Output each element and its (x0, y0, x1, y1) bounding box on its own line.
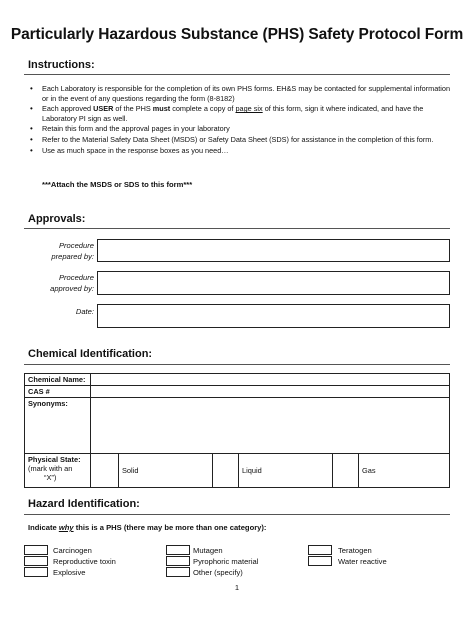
chemical-name-field[interactable] (91, 374, 450, 386)
hazard-col1-labels (53, 545, 116, 578)
prepared-by-label-line1: Procedure (58, 241, 94, 250)
water-reactive-checkbox[interactable] (308, 556, 332, 566)
other-specify-checkbox[interactable] (166, 567, 190, 577)
instruction-page-six: page six (235, 104, 263, 114)
prepared-by-label (30, 240, 94, 262)
solid-checkbox[interactable] (91, 454, 119, 488)
instruction-user-emphasis: USER (93, 104, 114, 114)
liquid-checkbox[interactable] (213, 454, 239, 488)
carcinogen-label: Carcinogen (53, 546, 92, 555)
instructions-rule (24, 74, 450, 75)
hazard-col3-labels (338, 545, 387, 567)
date-label: Date: (75, 307, 94, 316)
approved-by-label (30, 272, 94, 294)
physical-state-label (25, 454, 91, 488)
explosive-label: Explosive (53, 568, 86, 577)
instruction-text: Retain this form and the approval pages in your laboratory (42, 124, 230, 134)
approved-by-label-line2: approved by: (50, 284, 94, 293)
chemical-name-label: Chemical Name: (25, 374, 91, 386)
gas-checkbox[interactable] (333, 454, 359, 488)
instruction-text: complete a copy of (170, 104, 236, 114)
solid-label: Solid (119, 454, 213, 488)
physical-state-label-line1: Physical State: (28, 455, 81, 464)
instruction-item (28, 146, 458, 156)
instructions-heading: Instructions: (28, 59, 95, 71)
instruction-must-emphasis: must (152, 104, 171, 114)
physical-state-label-line3: “X”) (44, 473, 57, 482)
instruction-text: Refer to the Material Safety Data Sheet (MSDS) or Safety Data Sheet (SDS) for assistance in the completion of this form. (42, 134, 434, 144)
hazard-instruction-why: why (58, 523, 74, 532)
cas-field[interactable] (91, 386, 450, 398)
instruction-text: Each approved (42, 104, 94, 114)
hazard-instruction-text: this is a PHS (there may be more than one category): (73, 523, 267, 532)
water-reactive-label: Water reactive (338, 557, 387, 566)
explosive-checkbox[interactable] (24, 567, 48, 577)
instruction-item (28, 104, 458, 123)
instruction-text: of the PHS (113, 104, 153, 114)
prepared-by-field[interactable] (97, 239, 450, 262)
instruction-item (28, 135, 458, 145)
reproductive-toxin-checkbox[interactable] (24, 556, 48, 566)
chemical-rule (24, 364, 450, 365)
approved-by-field[interactable] (97, 271, 450, 295)
hazard-identification-heading: Hazard Identification: (28, 498, 140, 510)
hazard-instruction-text: Indicate (28, 523, 59, 532)
date-field[interactable] (97, 304, 450, 328)
instruction-text: Each Laboratory is responsible for the completion of its own PHS forms. EH&S may be contacted for supplemental information or in the event of any questions regarding the form (8-8182) (42, 84, 451, 103)
chemical-identification-table (24, 373, 450, 488)
mutagen-label: Mutagen (193, 546, 223, 555)
synonyms-label: Synonyms: (25, 398, 91, 454)
cas-label: CAS # (25, 386, 91, 398)
attach-msds-note: ***Attach the MSDS or SDS to this form*** (42, 180, 193, 189)
chemical-name-row (25, 374, 450, 386)
approved-by-label-line1: Procedure (58, 273, 94, 282)
approvals-heading: Approvals: (28, 213, 86, 225)
hazard-instruction (28, 523, 266, 532)
teratogen-label: Teratogen (338, 546, 372, 555)
instruction-item (28, 124, 458, 134)
hazard-rule (24, 514, 450, 515)
instruction-text: Use as much space in the response boxes as you need… (42, 145, 229, 155)
instructions-list (28, 84, 458, 156)
synonyms-field[interactable] (91, 398, 450, 454)
approvals-rule (24, 228, 450, 229)
instruction-item (28, 84, 458, 103)
reproductive-toxin-label: Reproductive toxin (53, 557, 116, 566)
prepared-by-label-line2: prepared by: (51, 252, 94, 261)
form-title: Particularly Hazardous Substance (PHS) Safety Protocol Form (10, 26, 464, 43)
teratogen-checkbox[interactable] (308, 545, 332, 555)
cas-row (25, 386, 450, 398)
pyrophoric-material-label: Pyrophoric material (193, 557, 259, 566)
hazard-col2-labels (193, 545, 258, 578)
page-number: 1 (234, 583, 240, 592)
physical-state-label-line2: (mark with an (28, 464, 73, 473)
mutagen-checkbox[interactable] (166, 545, 190, 555)
carcinogen-checkbox[interactable] (24, 545, 48, 555)
physical-state-row (25, 454, 450, 488)
chemical-identification-heading: Chemical Identification: (28, 348, 153, 360)
instruction-text: of this form, sign it where indicated, and have the Laboratory PI sign as well. (42, 104, 424, 123)
gas-label: Gas (359, 454, 450, 488)
liquid-label: Liquid (239, 454, 333, 488)
other-specify-label: Other (specify) (193, 568, 243, 577)
synonyms-row (25, 398, 450, 454)
pyrophoric-material-checkbox[interactable] (166, 556, 190, 566)
